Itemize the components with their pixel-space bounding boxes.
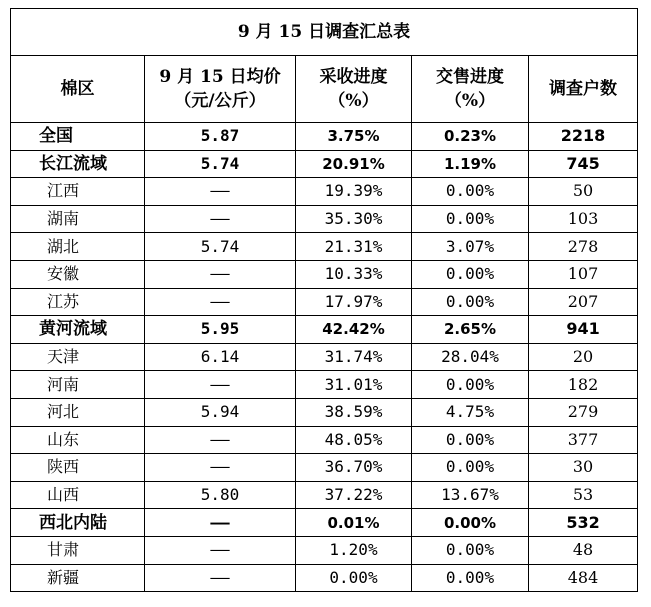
cell-harvest: 19.39% xyxy=(296,178,412,206)
cell-region: 新疆 xyxy=(11,564,145,592)
cell-region: 天津 xyxy=(11,343,145,371)
cell-sales: 2.65% xyxy=(412,316,529,344)
header-price xyxy=(145,56,296,123)
cell-harvest: 36.70% xyxy=(296,454,412,482)
table-body xyxy=(11,123,638,592)
cell-price: 5.87 xyxy=(145,123,296,151)
cell-region: 山西 xyxy=(11,481,145,509)
cell-region: 河南 xyxy=(11,371,145,399)
cell-harvest: 48.05% xyxy=(296,426,412,454)
table-row xyxy=(11,316,638,344)
cell-price: —— xyxy=(145,205,296,233)
cell-price: —— xyxy=(145,509,296,537)
cell-region: 江苏 xyxy=(11,288,145,316)
cell-harvest: 0.01% xyxy=(296,509,412,537)
header-price-line2: （元/公斤） xyxy=(174,91,266,111)
cell-harvest: 31.74% xyxy=(296,343,412,371)
cell-harvest: 3.75% xyxy=(296,123,412,151)
cell-price: —— xyxy=(145,564,296,592)
header-sales-progress xyxy=(412,56,529,123)
cell-region: 陕西 xyxy=(11,454,145,482)
cell-region: 湖南 xyxy=(11,205,145,233)
table-row xyxy=(11,426,638,454)
cell-price: —— xyxy=(145,454,296,482)
cell-sales: 1.19% xyxy=(412,150,529,178)
cell-count: 2218 xyxy=(529,123,638,151)
cell-region: 江西 xyxy=(11,178,145,206)
cell-sales: 0.00% xyxy=(412,288,529,316)
cell-count: 484 xyxy=(529,564,638,592)
cell-harvest: 35.30% xyxy=(296,205,412,233)
cell-count: 745 xyxy=(529,150,638,178)
table-row xyxy=(11,564,638,592)
cell-count: 207 xyxy=(529,288,638,316)
cell-harvest: 38.59% xyxy=(296,398,412,426)
cell-sales: 0.00% xyxy=(412,426,529,454)
table-row xyxy=(11,150,638,178)
cell-sales: 0.00% xyxy=(412,564,529,592)
cell-region: 全国 xyxy=(11,123,145,151)
table-row xyxy=(11,233,638,261)
cell-sales: 0.00% xyxy=(412,454,529,482)
cell-price: 5.74 xyxy=(145,233,296,261)
cell-sales: 0.00% xyxy=(412,205,529,233)
cell-sales: 0.23% xyxy=(412,123,529,151)
cell-price: —— xyxy=(145,288,296,316)
header-harvest-line1: 采收进度 xyxy=(319,67,388,87)
cell-harvest: 1.20% xyxy=(296,536,412,564)
cell-count: 377 xyxy=(529,426,638,454)
header-region: 棉区 xyxy=(11,56,145,123)
cell-sales: 3.07% xyxy=(412,233,529,261)
cell-count: 103 xyxy=(529,205,638,233)
table-row xyxy=(11,343,638,371)
table-row xyxy=(11,260,638,288)
table-row xyxy=(11,398,638,426)
cell-price: 5.74 xyxy=(145,150,296,178)
header-sales-line2: （%） xyxy=(444,91,496,111)
cell-sales: 0.00% xyxy=(412,260,529,288)
cell-region: 甘肃 xyxy=(11,536,145,564)
cell-count: 941 xyxy=(529,316,638,344)
cell-price: —— xyxy=(145,178,296,206)
header-price-line1: 9 月 15 日均价 xyxy=(159,67,281,87)
cell-count: 279 xyxy=(529,398,638,426)
cell-sales: 28.04% xyxy=(412,343,529,371)
cell-count: 48 xyxy=(529,536,638,564)
cell-count: 50 xyxy=(529,178,638,206)
cell-sales: 0.00% xyxy=(412,178,529,206)
header-survey-count: 调查户数 xyxy=(529,56,638,123)
cell-harvest: 42.42% xyxy=(296,316,412,344)
cell-count: 278 xyxy=(529,233,638,261)
table-row xyxy=(11,509,638,537)
table-row xyxy=(11,536,638,564)
cell-region: 西北内陆 xyxy=(11,509,145,537)
cell-harvest: 10.33% xyxy=(296,260,412,288)
cell-sales: 13.67% xyxy=(412,481,529,509)
cell-region: 安徽 xyxy=(11,260,145,288)
survey-summary-table xyxy=(10,8,638,592)
table-row xyxy=(11,454,638,482)
cell-harvest: 0.00% xyxy=(296,564,412,592)
cell-price: —— xyxy=(145,536,296,564)
cell-region: 山东 xyxy=(11,426,145,454)
cell-price: 5.95 xyxy=(145,316,296,344)
cell-harvest: 37.22% xyxy=(296,481,412,509)
table-row xyxy=(11,288,638,316)
cell-count: 532 xyxy=(529,509,638,537)
cell-harvest: 20.91% xyxy=(296,150,412,178)
cell-price: 5.94 xyxy=(145,398,296,426)
cell-harvest: 21.31% xyxy=(296,233,412,261)
table-title: 9 月 15 日调查汇总表 xyxy=(11,9,638,56)
header-harvest-line2: （%） xyxy=(328,91,379,111)
cell-region: 河北 xyxy=(11,398,145,426)
cell-sales: 0.00% xyxy=(412,536,529,564)
cell-count: 107 xyxy=(529,260,638,288)
cell-sales: 4.75% xyxy=(412,398,529,426)
cell-count: 20 xyxy=(529,343,638,371)
header-harvest-progress xyxy=(296,56,412,123)
cell-price: —— xyxy=(145,260,296,288)
cell-count: 182 xyxy=(529,371,638,399)
table-row xyxy=(11,371,638,399)
table-row xyxy=(11,481,638,509)
cell-harvest: 31.01% xyxy=(296,371,412,399)
cell-price: 5.80 xyxy=(145,481,296,509)
cell-price: —— xyxy=(145,371,296,399)
cell-sales: 0.00% xyxy=(412,371,529,399)
cell-count: 53 xyxy=(529,481,638,509)
table-row xyxy=(11,123,638,151)
cell-price: 6.14 xyxy=(145,343,296,371)
cell-sales: 0.00% xyxy=(412,509,529,537)
cell-region: 黄河流域 xyxy=(11,316,145,344)
cell-region: 湖北 xyxy=(11,233,145,261)
table-row xyxy=(11,205,638,233)
cell-price: —— xyxy=(145,426,296,454)
cell-count: 30 xyxy=(529,454,638,482)
table-row xyxy=(11,178,638,206)
cell-region: 长江流域 xyxy=(11,150,145,178)
header-sales-line1: 交售进度 xyxy=(436,67,504,87)
cell-harvest: 17.97% xyxy=(296,288,412,316)
